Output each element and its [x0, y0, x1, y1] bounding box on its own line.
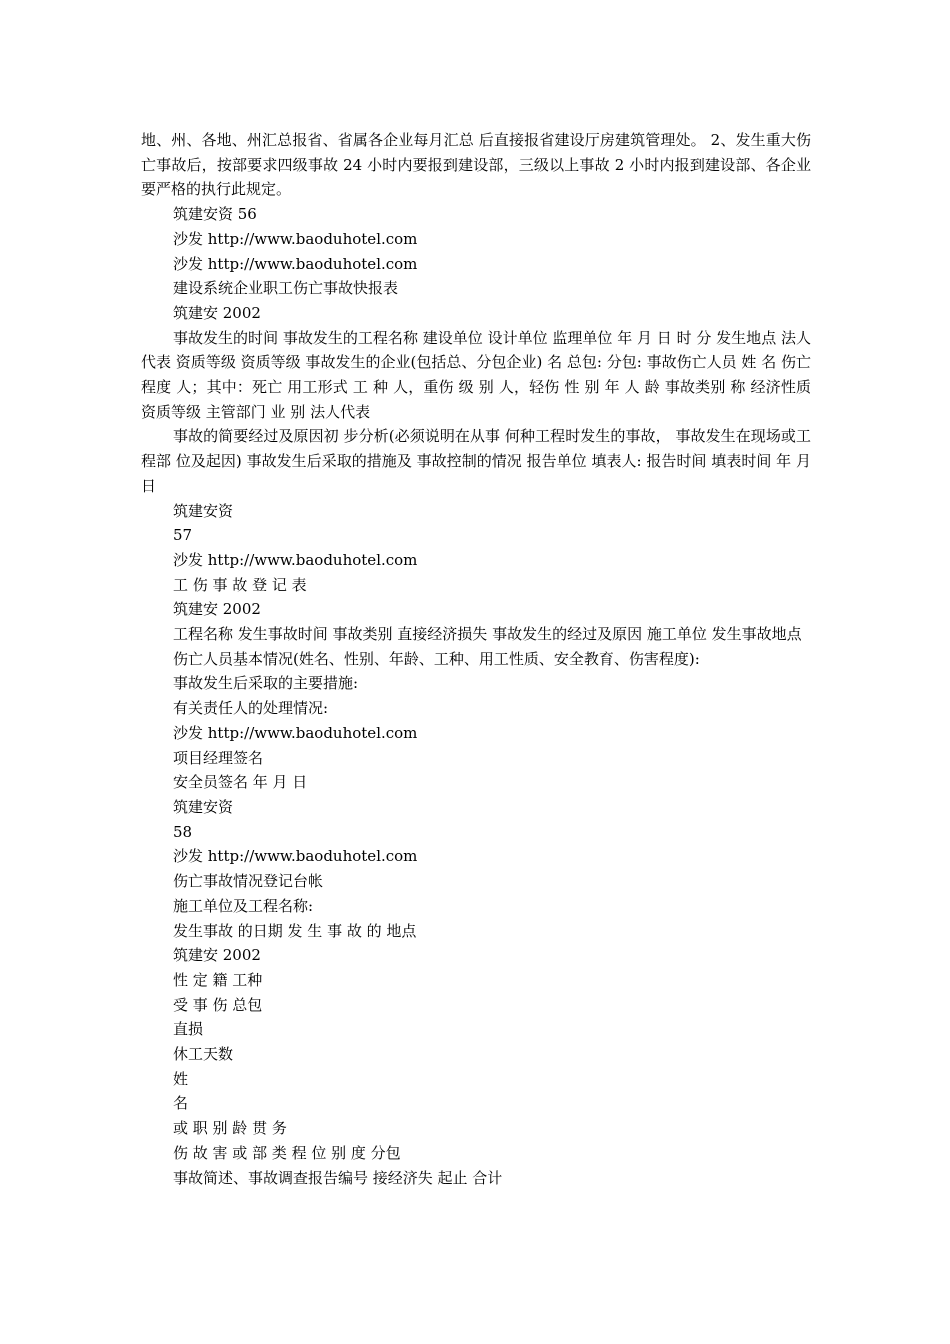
paragraph: 沙发 http://www.baoduhotel.com: [173, 550, 418, 569]
paragraph: 安全员签名 年 月 日: [173, 773, 308, 792]
paragraph: 项目经理签名: [173, 748, 264, 767]
paragraph: 筑建安 2002: [173, 303, 261, 322]
paragraph: 直损: [173, 1020, 204, 1039]
paragraph: 沙发 http://www.baoduhotel.com: [173, 229, 418, 248]
paragraph: 伤 故 害 或 部 类 程 位 别 度 分包: [173, 1143, 401, 1162]
paragraph: 筑建安 2002: [173, 946, 261, 965]
paragraph: 姓: [173, 1069, 189, 1088]
paragraph: 筑建安资: [173, 797, 234, 816]
paragraph: 沙发 http://www.baoduhotel.com: [173, 847, 418, 866]
paragraph: 工 伤 事 故 登 记 表: [173, 575, 307, 594]
paragraph: 事故简述、事故调查报告编号 接经济失 起止 合计: [173, 1168, 503, 1187]
paragraph: 性 定 籍 工种: [173, 970, 263, 989]
paragraph: 或 职 别 龄 贯 务: [173, 1119, 287, 1138]
paragraph: 名: [173, 1094, 189, 1113]
paragraph: 事故发生后采取的主要措施:: [173, 674, 359, 693]
paragraph: 沙发 http://www.baoduhotel.com: [173, 723, 418, 742]
paragraph: 事故的简要经过及原因初 步分析(必须说明在从事 何种工程时发生的事故， 事故发生在现场或工程部 位及起因) 事故发生后采取的措施及 事故控制的情况 报告单位 填表人: 报告时间 填表时间 年 月 日: [141, 427, 811, 495]
paragraph: 工程名称 发生事故时间 事故类别 直接经济损失 事故发生的经过及原因 施工单位 发生事故地点: [173, 625, 802, 644]
paragraph: 筑建安资 56: [173, 205, 257, 224]
paragraph: 沙发 http://www.baoduhotel.com: [173, 254, 418, 273]
paragraph: 休工天数: [173, 1045, 234, 1064]
paragraph: 筑建安 2002: [173, 600, 261, 619]
paragraph: 地、州、各地、州汇总报省、省属各企业每月汇总 后直接报省建设厅房建筑管理处。 2、发生重大伤亡事故后，按部要求四级事故 24 小时内要报到建设部，三级以上事故 2 小时内报到建设部、各企业要严格的执行此规定。: [141, 131, 811, 199]
paragraph: 57: [173, 526, 193, 545]
paragraph: 筑建安资: [173, 501, 234, 520]
paragraph: 发生事故 的日期 发 生 事 故 的 地点: [173, 921, 417, 940]
paragraph: 施工单位及工程名称:: [173, 896, 314, 915]
document-body: [141, 128, 811, 1190]
paragraph: 伤亡人员基本情况(姓名、性别、年龄、工种、用工性质、安全教育、伤害程度):: [173, 649, 700, 668]
paragraph: 受 事 伤 总包: [173, 995, 263, 1014]
paragraph: 伤亡事故情况登记台帐: [173, 872, 324, 891]
paragraph: 有关责任人的处理情况:: [173, 699, 329, 718]
paragraph: 建设系统企业职工伤亡事故快报表: [173, 279, 399, 298]
paragraph: 58: [173, 822, 193, 841]
paragraph: 事故发生的时间 事故发生的工程名称 建设单位 设计单位 监理单位 年 月 日 时 分 发生地点 法人代表 资质等级 资质等级 事故发生的企业(包括总、分包企业) 名 总包: 分包: 事故伤亡人员 姓 名 伤亡程度 人；其中：死亡 用工形式 工 种 人，重伤 级 别 人，轻伤 性 别 年 人 龄 事故类别 称 经济性质 资质等级 主管部门 业 别 法人代表: [141, 328, 811, 421]
